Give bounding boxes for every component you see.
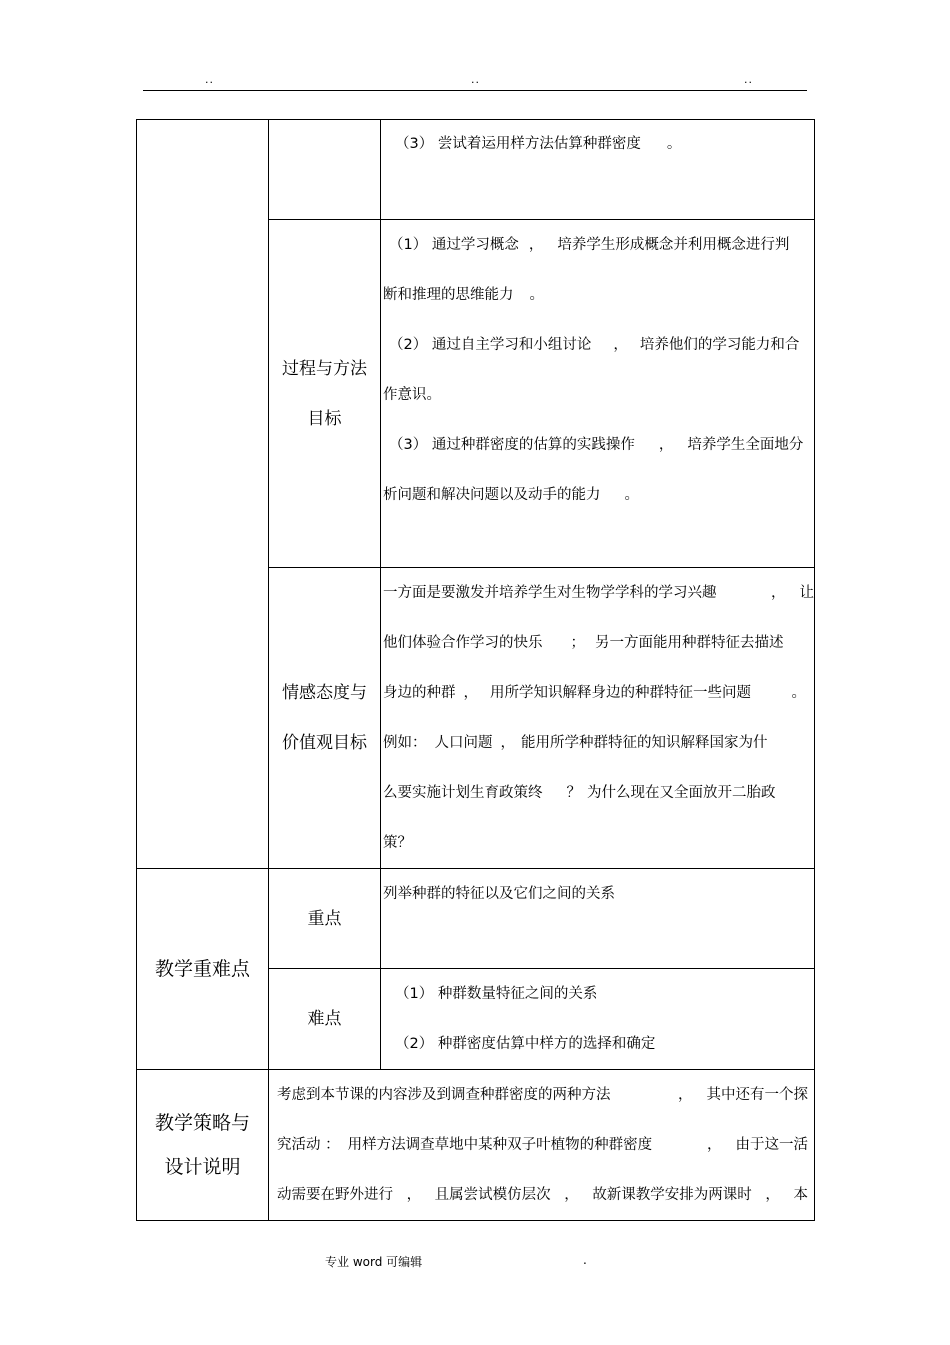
punct: 。 [666, 136, 682, 152]
text-seg: 断和推理的思维能力 [383, 287, 514, 303]
text-seg: ， [771, 585, 786, 601]
text-seg: 考虑到本节课的内容涉及到调查种群密度的两种方法 [277, 1087, 611, 1103]
text-seg: 另一方面能用种群特征去描述 [595, 635, 784, 651]
text-seg: 他们体验合作学习的快乐 [383, 635, 543, 651]
text-seg: （1） 通过学习概念 [389, 237, 519, 253]
text-seg: ， [528, 237, 544, 253]
emotion-value-label [269, 568, 381, 869]
text-seg: 用样方法调查草地中某种双子叶植物的种群密度 [347, 1137, 653, 1153]
text-seg: 身边的种群 [383, 685, 456, 701]
difficulty-text-cell [381, 969, 815, 1070]
focus-text-cell [381, 869, 815, 969]
text-seg: ， [406, 1187, 422, 1203]
difficulty-item: （1） 种群数量特征之间的关系 [395, 986, 598, 1002]
strategy-text [269, 1070, 815, 1221]
text-seg: 能用所学种群特征的知识解释国家为什 [521, 735, 768, 751]
text-seg: ， [707, 1137, 722, 1153]
difficulty-item: （2） 种群密度估算中样方的选择和确定 [395, 1036, 656, 1052]
text-seg: 究活动 ： [277, 1137, 340, 1153]
label-line: 价值观目标 [282, 733, 367, 753]
text-seg: 一方面是要激发并培养学生对生物学学科的学习兴趣 [383, 585, 717, 601]
table-row [137, 869, 815, 969]
text-seg: ， [613, 337, 628, 353]
text-seg: 让 [799, 585, 814, 601]
header-rule [143, 90, 807, 91]
text-seg: 人口问题 [434, 735, 493, 751]
text-seg: （3） 通过种群密度的估算的实践操作 [389, 437, 635, 453]
text-seg: 培养学生形成概念并利用概念进行判 [557, 237, 790, 253]
strategy-label [137, 1070, 269, 1221]
focus-label: 重点 [269, 869, 381, 969]
header-mark-center: .. [471, 73, 480, 86]
text-seg: 析问题和解决问题以及动手的能力 [383, 487, 601, 503]
text-seg: 动需要在野外进行 [277, 1187, 393, 1203]
footer-right: . [583, 1253, 587, 1267]
text-seg: 本 [793, 1187, 808, 1203]
keypoints-label: 教学重难点 [137, 869, 269, 1070]
emotion-value-text [381, 568, 815, 869]
text-seg: ， [564, 1187, 579, 1203]
label-line: 目标 [307, 408, 342, 429]
lesson-plan-table [136, 119, 815, 1221]
text-seg: 为什么现在又全面放开二胎政 [587, 785, 776, 801]
text-seg: 培养学生全面地分 [687, 437, 804, 453]
text-seg: ； [570, 635, 585, 651]
objective-text: （3） 尝试着运用样方法估算种群密度 [395, 136, 641, 152]
text-seg: ？ [566, 785, 581, 801]
label-line: 设计说明 [164, 1156, 241, 1178]
footer-left: 专业 word 可编辑 [325, 1255, 423, 1269]
text-seg: 。 [426, 387, 441, 403]
text-seg: 例如： [383, 735, 427, 751]
header-mark-right: .. [744, 73, 753, 86]
text-seg: 故新课教学安排为两课时 [592, 1187, 752, 1203]
text-seg: 由于这一活 [735, 1137, 808, 1153]
table-row [137, 120, 815, 220]
text-seg: 且属尝试模仿层次 [434, 1187, 551, 1203]
header-mark-left: .. [205, 73, 214, 86]
text-seg: 策？ [383, 835, 412, 851]
text-seg: ， [678, 1087, 693, 1103]
objective-category-cell [137, 120, 269, 869]
process-method-text [381, 220, 815, 568]
text-seg: 作意识 [383, 387, 427, 403]
text-seg: 。 [791, 685, 806, 701]
text-seg: （2） 通过自主学习和小组讨论 [389, 337, 592, 353]
text-seg: 。 [529, 287, 544, 303]
text-seg: 培养他们的学习能力和合 [639, 337, 800, 353]
text-seg: 。 [624, 487, 639, 503]
text-seg: 其中还有一个探 [706, 1087, 808, 1103]
label-line: 情感态度与 [282, 683, 367, 703]
text-seg: 么要实施计划生育政策终 [383, 785, 543, 801]
text-seg: ， [500, 735, 515, 751]
focus-text: 列举种群的特征以及它们之间的关系 [383, 886, 615, 902]
label-line: 教学策略与 [154, 1112, 250, 1134]
difficulty-label: 难点 [269, 969, 381, 1070]
text-seg: 用所学知识解释身边的种群特征一些问题 [490, 685, 751, 701]
empty-label-cell [269, 120, 381, 220]
text-seg: ， [658, 437, 674, 453]
text-seg: ， [463, 685, 478, 701]
objective-text-cell [381, 120, 815, 220]
text-seg: ， [765, 1187, 780, 1203]
label-line: 过程与方法 [282, 358, 367, 379]
table-row [137, 1070, 815, 1221]
process-method-label [269, 220, 381, 568]
